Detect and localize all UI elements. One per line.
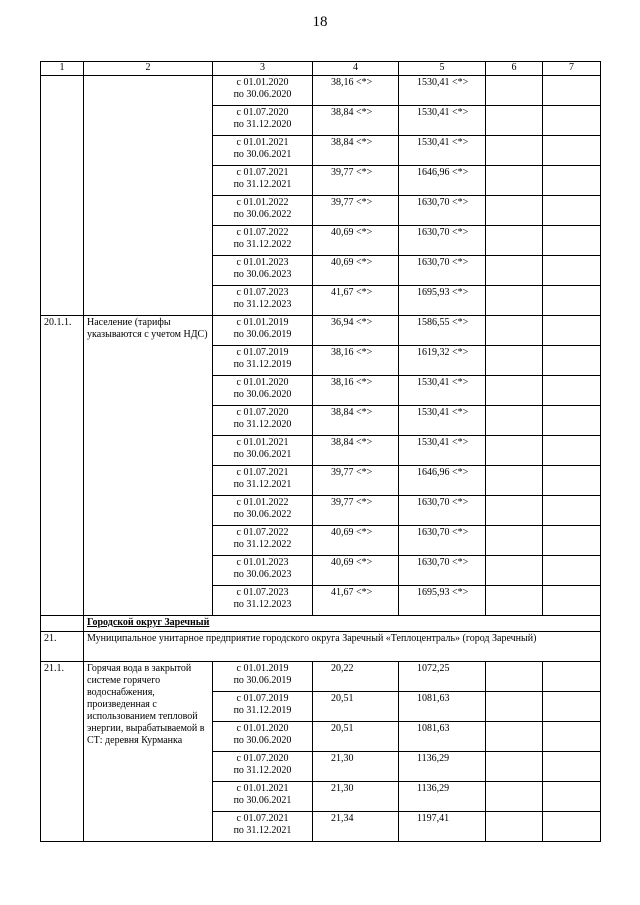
empty-col6-cell bbox=[486, 812, 543, 842]
empty-col6-cell bbox=[486, 346, 543, 376]
value-col4-cell: 38,84 <*> bbox=[313, 136, 399, 166]
empty-col6-cell bbox=[486, 376, 543, 406]
period-to: по 31.12.2021 bbox=[233, 179, 292, 190]
value-col4-cell: 38,84 <*> bbox=[313, 436, 399, 466]
empty-col6-cell bbox=[486, 526, 543, 556]
period-from: с 01.07.2021 bbox=[236, 167, 289, 178]
empty-col6-cell bbox=[486, 586, 543, 616]
period-from: с 01.07.2020 bbox=[236, 107, 289, 118]
period-cell bbox=[213, 406, 313, 436]
period-from: с 01.07.2021 bbox=[236, 813, 289, 824]
period-to: по 31.12.2023 bbox=[233, 599, 292, 610]
empty-col7-cell bbox=[543, 752, 601, 782]
period-to: по 31.12.2023 bbox=[233, 299, 292, 310]
period-cell bbox=[213, 376, 313, 406]
value-col4-cell: 40,69 <*> bbox=[313, 256, 399, 286]
period-to: по 31.12.2019 bbox=[233, 359, 292, 370]
period-cell bbox=[213, 466, 313, 496]
empty-col7-cell bbox=[543, 376, 601, 406]
value-col5-cell: 1081,63 bbox=[399, 722, 486, 752]
empty-col6-cell bbox=[486, 406, 543, 436]
value-col5-cell: 1530,41 <*> bbox=[399, 376, 486, 406]
value-col5-cell: 1136,29 bbox=[399, 752, 486, 782]
period-to: по 31.12.2020 bbox=[233, 765, 292, 776]
value-col5-cell: 1630,70 <*> bbox=[399, 256, 486, 286]
period-cell bbox=[213, 692, 313, 722]
header-cell: 2 bbox=[84, 62, 213, 76]
header-cell: 7 bbox=[543, 62, 601, 76]
empty-col6-cell bbox=[486, 692, 543, 722]
period-from: с 01.01.2019 bbox=[236, 317, 289, 328]
period-cell bbox=[213, 436, 313, 466]
value-col4-cell: 38,16 <*> bbox=[313, 346, 399, 376]
period-cell bbox=[213, 722, 313, 752]
header-cell: 3 bbox=[213, 62, 313, 76]
period-cell bbox=[213, 226, 313, 256]
value-col4-cell: 21,30 bbox=[313, 782, 399, 812]
value-col4-cell: 20,51 bbox=[313, 692, 399, 722]
empty-col6-cell bbox=[486, 166, 543, 196]
value-col5-cell: 1646,96 <*> bbox=[399, 466, 486, 496]
value-col4-cell: 40,69 <*> bbox=[313, 556, 399, 586]
period-cell bbox=[213, 556, 313, 586]
period-to: по 30.06.2020 bbox=[233, 735, 292, 746]
period-cell bbox=[213, 166, 313, 196]
period-to: по 31.12.2022 bbox=[233, 239, 292, 250]
empty-col7-cell bbox=[543, 586, 601, 616]
header-cell: 1 bbox=[41, 62, 84, 76]
value-col5-cell: 1081,63 bbox=[399, 692, 486, 722]
org-number-cell: 21. bbox=[41, 632, 84, 662]
value-col4-cell: 39,77 <*> bbox=[313, 166, 399, 196]
period-cell bbox=[213, 76, 313, 106]
period-from: с 01.01.2021 bbox=[236, 437, 289, 448]
empty-col7-cell bbox=[543, 136, 601, 166]
empty-col7-cell bbox=[543, 812, 601, 842]
value-col5-cell: 1197,41 bbox=[399, 812, 486, 842]
period-to: по 30.06.2021 bbox=[233, 449, 292, 460]
header-row bbox=[41, 62, 601, 76]
value-col5-cell: 1530,41 <*> bbox=[399, 136, 486, 166]
period-from: с 01.07.2021 bbox=[236, 467, 289, 478]
empty-col7-cell bbox=[543, 106, 601, 136]
section-empty-cell bbox=[41, 616, 84, 632]
empty-col7-cell bbox=[543, 166, 601, 196]
period-to: по 31.12.2021 bbox=[233, 825, 292, 836]
value-col4-cell: 36,94 <*> bbox=[313, 316, 399, 346]
table-row bbox=[41, 662, 601, 692]
period-to: по 31.12.2021 bbox=[233, 479, 292, 490]
value-col4-cell: 38,16 <*> bbox=[313, 76, 399, 106]
value-col4-cell: 21,30 bbox=[313, 752, 399, 782]
empty-col6-cell bbox=[486, 722, 543, 752]
empty-col6-cell bbox=[486, 782, 543, 812]
empty-col7-cell bbox=[543, 692, 601, 722]
page-number: 18 bbox=[312, 14, 328, 30]
value-col5-cell: 1630,70 <*> bbox=[399, 226, 486, 256]
value-col5-cell: 1530,41 <*> bbox=[399, 436, 486, 466]
period-from: с 01.01.2020 bbox=[236, 377, 289, 388]
value-col5-cell: 1136,29 bbox=[399, 782, 486, 812]
value-col5-cell: 1695,93 <*> bbox=[399, 586, 486, 616]
period-cell bbox=[213, 106, 313, 136]
empty-col6-cell bbox=[486, 662, 543, 692]
period-to: по 30.06.2019 bbox=[233, 329, 292, 340]
empty-col6-cell bbox=[486, 196, 543, 226]
period-cell bbox=[213, 586, 313, 616]
period-from: с 01.07.2023 bbox=[236, 587, 289, 598]
org-row bbox=[41, 632, 601, 662]
empty-col6-cell bbox=[486, 752, 543, 782]
period-from: с 01.07.2020 bbox=[236, 753, 289, 764]
period-from: с 01.07.2022 bbox=[236, 227, 289, 238]
value-col5-cell: 1630,70 <*> bbox=[399, 196, 486, 226]
value-col5-cell: 1586,55 <*> bbox=[399, 316, 486, 346]
header-cell: 4 bbox=[313, 62, 399, 76]
period-from: с 01.07.2022 bbox=[236, 527, 289, 538]
empty-col7-cell bbox=[543, 556, 601, 586]
value-col5-cell: 1695,93 <*> bbox=[399, 286, 486, 316]
item-number-cell: 21.1. bbox=[41, 662, 84, 842]
value-col4-cell: 39,77 <*> bbox=[313, 466, 399, 496]
period-from: с 01.01.2020 bbox=[236, 723, 289, 734]
value-col4-cell: 40,69 <*> bbox=[313, 226, 399, 256]
empty-col6-cell bbox=[486, 256, 543, 286]
value-col4-cell: 39,77 <*> bbox=[313, 496, 399, 526]
item-number-cell bbox=[41, 76, 84, 316]
empty-col6-cell bbox=[486, 106, 543, 136]
item-number-cell: 20.1.1. bbox=[41, 316, 84, 616]
period-to: по 31.12.2020 bbox=[233, 119, 292, 130]
period-to: по 30.06.2021 bbox=[233, 795, 292, 806]
period-from: с 01.07.2020 bbox=[236, 407, 289, 418]
empty-col6-cell bbox=[486, 286, 543, 316]
empty-col7-cell bbox=[543, 256, 601, 286]
empty-col7-cell bbox=[543, 722, 601, 752]
period-to: по 30.06.2020 bbox=[233, 389, 292, 400]
value-col5-cell: 1646,96 <*> bbox=[399, 166, 486, 196]
period-to: по 30.06.2020 bbox=[233, 89, 292, 100]
period-cell bbox=[213, 136, 313, 166]
value-col5-cell: 1072,25 bbox=[399, 662, 486, 692]
period-cell bbox=[213, 256, 313, 286]
value-col5-cell: 1630,70 <*> bbox=[399, 496, 486, 526]
period-cell bbox=[213, 526, 313, 556]
period-from: с 01.01.2023 bbox=[236, 557, 289, 568]
value-col5-cell: 1630,70 <*> bbox=[399, 556, 486, 586]
empty-col7-cell bbox=[543, 76, 601, 106]
period-to: по 31.12.2022 bbox=[233, 539, 292, 550]
period-from: с 01.01.2020 bbox=[236, 77, 289, 88]
value-col5-cell: 1530,41 <*> bbox=[399, 406, 486, 436]
empty-col6-cell bbox=[486, 136, 543, 166]
period-from: с 01.07.2019 bbox=[236, 347, 289, 358]
empty-col7-cell bbox=[543, 466, 601, 496]
period-to: по 30.06.2023 bbox=[233, 269, 292, 280]
value-col4-cell: 38,16 <*> bbox=[313, 376, 399, 406]
empty-col7-cell bbox=[543, 436, 601, 466]
empty-col7-cell bbox=[543, 286, 601, 316]
item-name-cell: Горячая вода в закрытой системе горячего водоснабжения, произведенная с использованием тепловой энергии, вырабатываемой в СТ: деревня Курманка bbox=[84, 662, 213, 842]
empty-col6-cell bbox=[486, 436, 543, 466]
section-title: Городской округ Заречный bbox=[87, 617, 210, 628]
value-col4-cell: 38,84 <*> bbox=[313, 106, 399, 136]
table-row bbox=[41, 76, 601, 106]
value-col5-cell: 1630,70 <*> bbox=[399, 526, 486, 556]
empty-col6-cell bbox=[486, 556, 543, 586]
period-cell bbox=[213, 286, 313, 316]
item-name-cell: Население (тарифы указываются с учетом НДС) bbox=[84, 316, 213, 616]
empty-col7-cell bbox=[543, 226, 601, 256]
period-to: по 30.06.2022 bbox=[233, 209, 292, 220]
period-to: по 30.06.2021 bbox=[233, 149, 292, 160]
value-col4-cell: 21,34 bbox=[313, 812, 399, 842]
empty-col6-cell bbox=[486, 496, 543, 526]
period-to: по 30.06.2022 bbox=[233, 509, 292, 520]
period-from: с 01.01.2022 bbox=[236, 497, 289, 508]
value-col4-cell: 40,69 <*> bbox=[313, 526, 399, 556]
period-cell bbox=[213, 496, 313, 526]
value-col5-cell: 1530,41 <*> bbox=[399, 106, 486, 136]
header-cell: 5 bbox=[399, 62, 486, 76]
empty-col6-cell bbox=[486, 226, 543, 256]
period-cell bbox=[213, 782, 313, 812]
period-to: по 30.06.2019 bbox=[233, 675, 292, 686]
period-cell bbox=[213, 316, 313, 346]
empty-col7-cell bbox=[543, 526, 601, 556]
header-cell: 6 bbox=[486, 62, 543, 76]
empty-col7-cell bbox=[543, 406, 601, 436]
period-cell bbox=[213, 196, 313, 226]
value-col4-cell: 20,51 bbox=[313, 722, 399, 752]
period-from: с 01.01.2021 bbox=[236, 137, 289, 148]
period-cell bbox=[213, 346, 313, 376]
table-row bbox=[41, 316, 601, 346]
value-col4-cell: 39,77 <*> bbox=[313, 196, 399, 226]
empty-col7-cell bbox=[543, 196, 601, 226]
empty-col7-cell bbox=[543, 782, 601, 812]
period-from: с 01.07.2019 bbox=[236, 693, 289, 704]
period-from: с 01.01.2022 bbox=[236, 197, 289, 208]
value-col4-cell: 20,22 bbox=[313, 662, 399, 692]
item-name-cell bbox=[84, 76, 213, 316]
empty-col7-cell bbox=[543, 316, 601, 346]
empty-col7-cell bbox=[543, 662, 601, 692]
period-cell bbox=[213, 752, 313, 782]
org-name-cell: Муниципальное унитарное предприятие городского округа Заречный «Теплоцентраль» (город Заречный) bbox=[84, 632, 601, 662]
period-cell bbox=[213, 812, 313, 842]
value-col5-cell: 1619,32 <*> bbox=[399, 346, 486, 376]
tariff-table bbox=[40, 61, 601, 842]
empty-col6-cell bbox=[486, 316, 543, 346]
period-from: с 01.07.2023 bbox=[236, 287, 289, 298]
empty-col6-cell bbox=[486, 466, 543, 496]
value-col4-cell: 41,67 <*> bbox=[313, 586, 399, 616]
value-col5-cell: 1530,41 <*> bbox=[399, 76, 486, 106]
empty-col7-cell bbox=[543, 496, 601, 526]
period-to: по 30.06.2023 bbox=[233, 569, 292, 580]
empty-col6-cell bbox=[486, 76, 543, 106]
period-cell bbox=[213, 662, 313, 692]
period-to: по 31.12.2020 bbox=[233, 419, 292, 430]
section-row bbox=[41, 616, 601, 632]
period-from: с 01.01.2021 bbox=[236, 783, 289, 794]
period-from: с 01.01.2023 bbox=[236, 257, 289, 268]
value-col4-cell: 41,67 <*> bbox=[313, 286, 399, 316]
period-to: по 31.12.2019 bbox=[233, 705, 292, 716]
period-from: с 01.01.2019 bbox=[236, 663, 289, 674]
section-title-cell bbox=[84, 616, 601, 632]
value-col4-cell: 38,84 <*> bbox=[313, 406, 399, 436]
empty-col7-cell bbox=[543, 346, 601, 376]
